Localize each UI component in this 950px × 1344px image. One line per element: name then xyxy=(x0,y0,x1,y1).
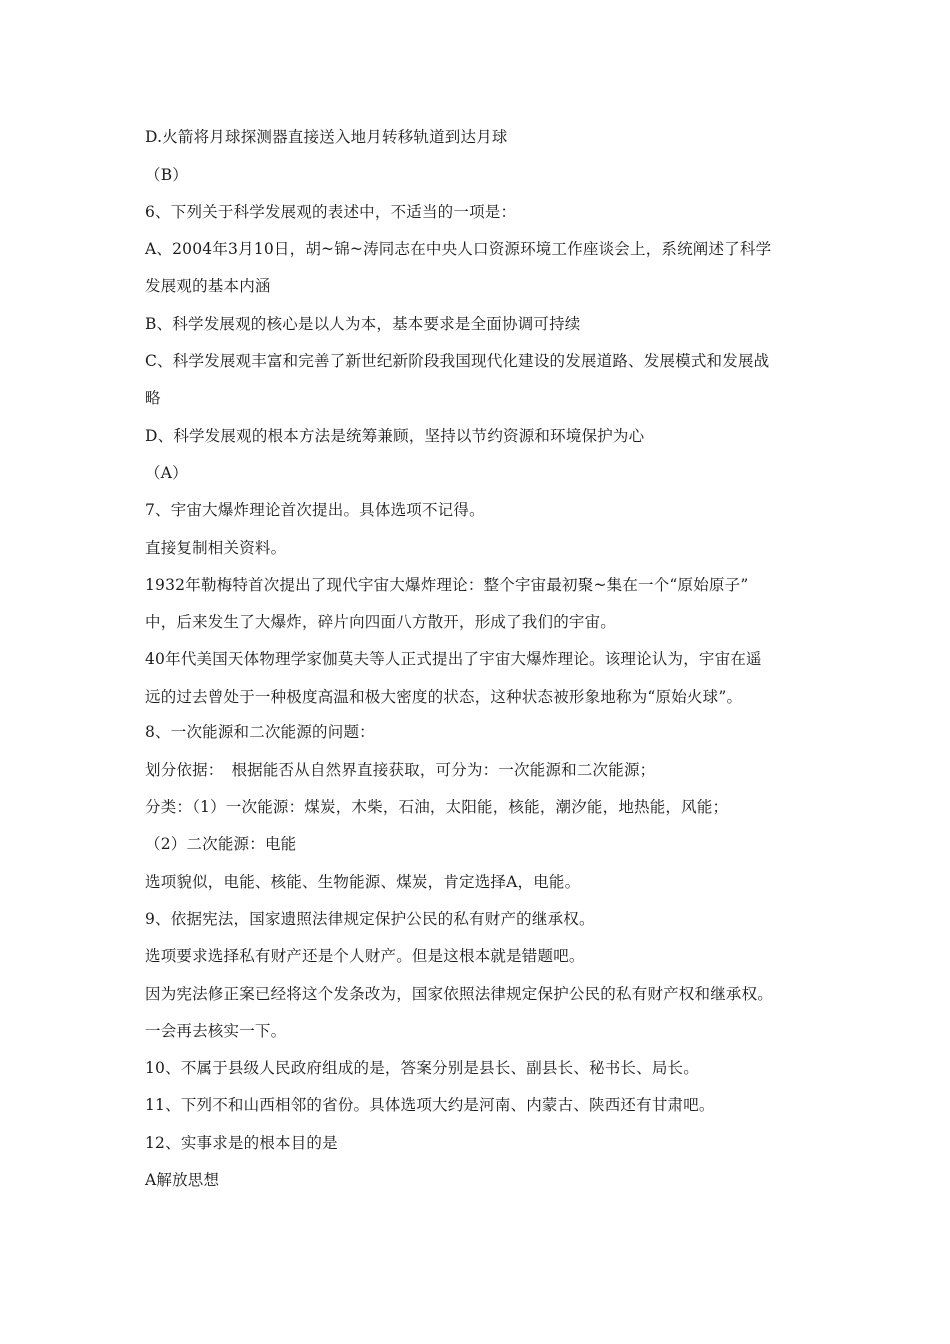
text-line: 一会再去核实一下。 xyxy=(145,1022,287,1040)
text-line: 中，后来发生了大爆炸，碎片向四面八方散开，形成了我们的宇宙。 xyxy=(145,613,617,631)
text-line: 选项貌似，电能、核能、生物能源、煤炭，肯定选择A，电能。 xyxy=(145,873,581,891)
question-line: 8、一次能源和二次能源的问题： xyxy=(145,723,375,741)
text-line: 1932年勒梅特首次提出了现代宇宙大爆炸理论：整个宇宙最初聚~集在一个“原始原子” xyxy=(145,576,749,594)
text-line: 40年代美国天体物理学家伽莫夫等人正式提出了宇宙大爆炸理论。该理论认为，宇宙在遥 xyxy=(145,650,762,668)
option-line: C、科学发展观丰富和完善了新世纪新阶段我国现代化建设的发展道路、发展模式和发展战 xyxy=(145,352,770,370)
text-line: D.火箭将月球探测器直接送入地月转移轨道到达月球 xyxy=(145,128,508,146)
text-line: 划分依据： 根据能否从自然界直接获取，可分为：一次能源和二次能源； xyxy=(145,761,656,779)
text-line: 分类：（1）一次能源：煤炭，木柴，石油，太阳能，核能，潮汐能，地热能，风能； xyxy=(145,798,729,816)
text-line: 远的过去曾处于一种极度高温和极大密度的状态，这种状态被形象地称为“原始火球”。 xyxy=(145,688,743,706)
question-line: 6、下列关于科学发展观的表述中，不适当的一项是： xyxy=(145,203,517,221)
answer-line: （B） xyxy=(145,166,188,184)
text-line: （2）二次能源：电能 xyxy=(145,835,297,853)
text-line: 略 xyxy=(145,389,161,407)
question-line: 11、下列不和山西相邻的省份。具体选项大约是河南、内蒙古、陕西还有甘肃吧。 xyxy=(145,1096,715,1114)
question-line: 10、不属于县级人民政府组成的是，答案分别是县长、副县长、秘书长、局长。 xyxy=(145,1059,699,1077)
answer-line: （A） xyxy=(145,464,188,482)
question-line: 12、实事求是的根本目的是 xyxy=(145,1134,338,1152)
question-line: 7、宇宙大爆炸理论首次提出。具体选项不记得。 xyxy=(145,501,485,519)
option-line: A解放思想 xyxy=(145,1171,220,1189)
text-line: 直接复制相关资料。 xyxy=(145,539,287,557)
option-line: D、科学发展观的根本方法是统筹兼顾，坚持以节约资源和环境保护为心 xyxy=(145,427,645,445)
option-line: A、2004年3月10日，胡~锦~涛同志在中央人口资源环境工作座谈会上，系统阐述了科学 xyxy=(145,240,772,258)
text-line: 因为宪法修正案已经将这个发条改为，国家依照法律规定保护公民的私有财产权和继承权。 xyxy=(145,985,774,1003)
option-line: B、科学发展观的核心是以人为本，基本要求是全面协调可持续 xyxy=(145,315,581,333)
question-line: 9、依据宪法，国家遗照法律规定保护公民的私有财产的继承权。 xyxy=(145,910,595,928)
text-line: 发展观的基本内涵 xyxy=(145,277,271,295)
text-line: 选项要求选择私有财产还是个人财产。但是这根本就是错题吧。 xyxy=(145,947,585,965)
